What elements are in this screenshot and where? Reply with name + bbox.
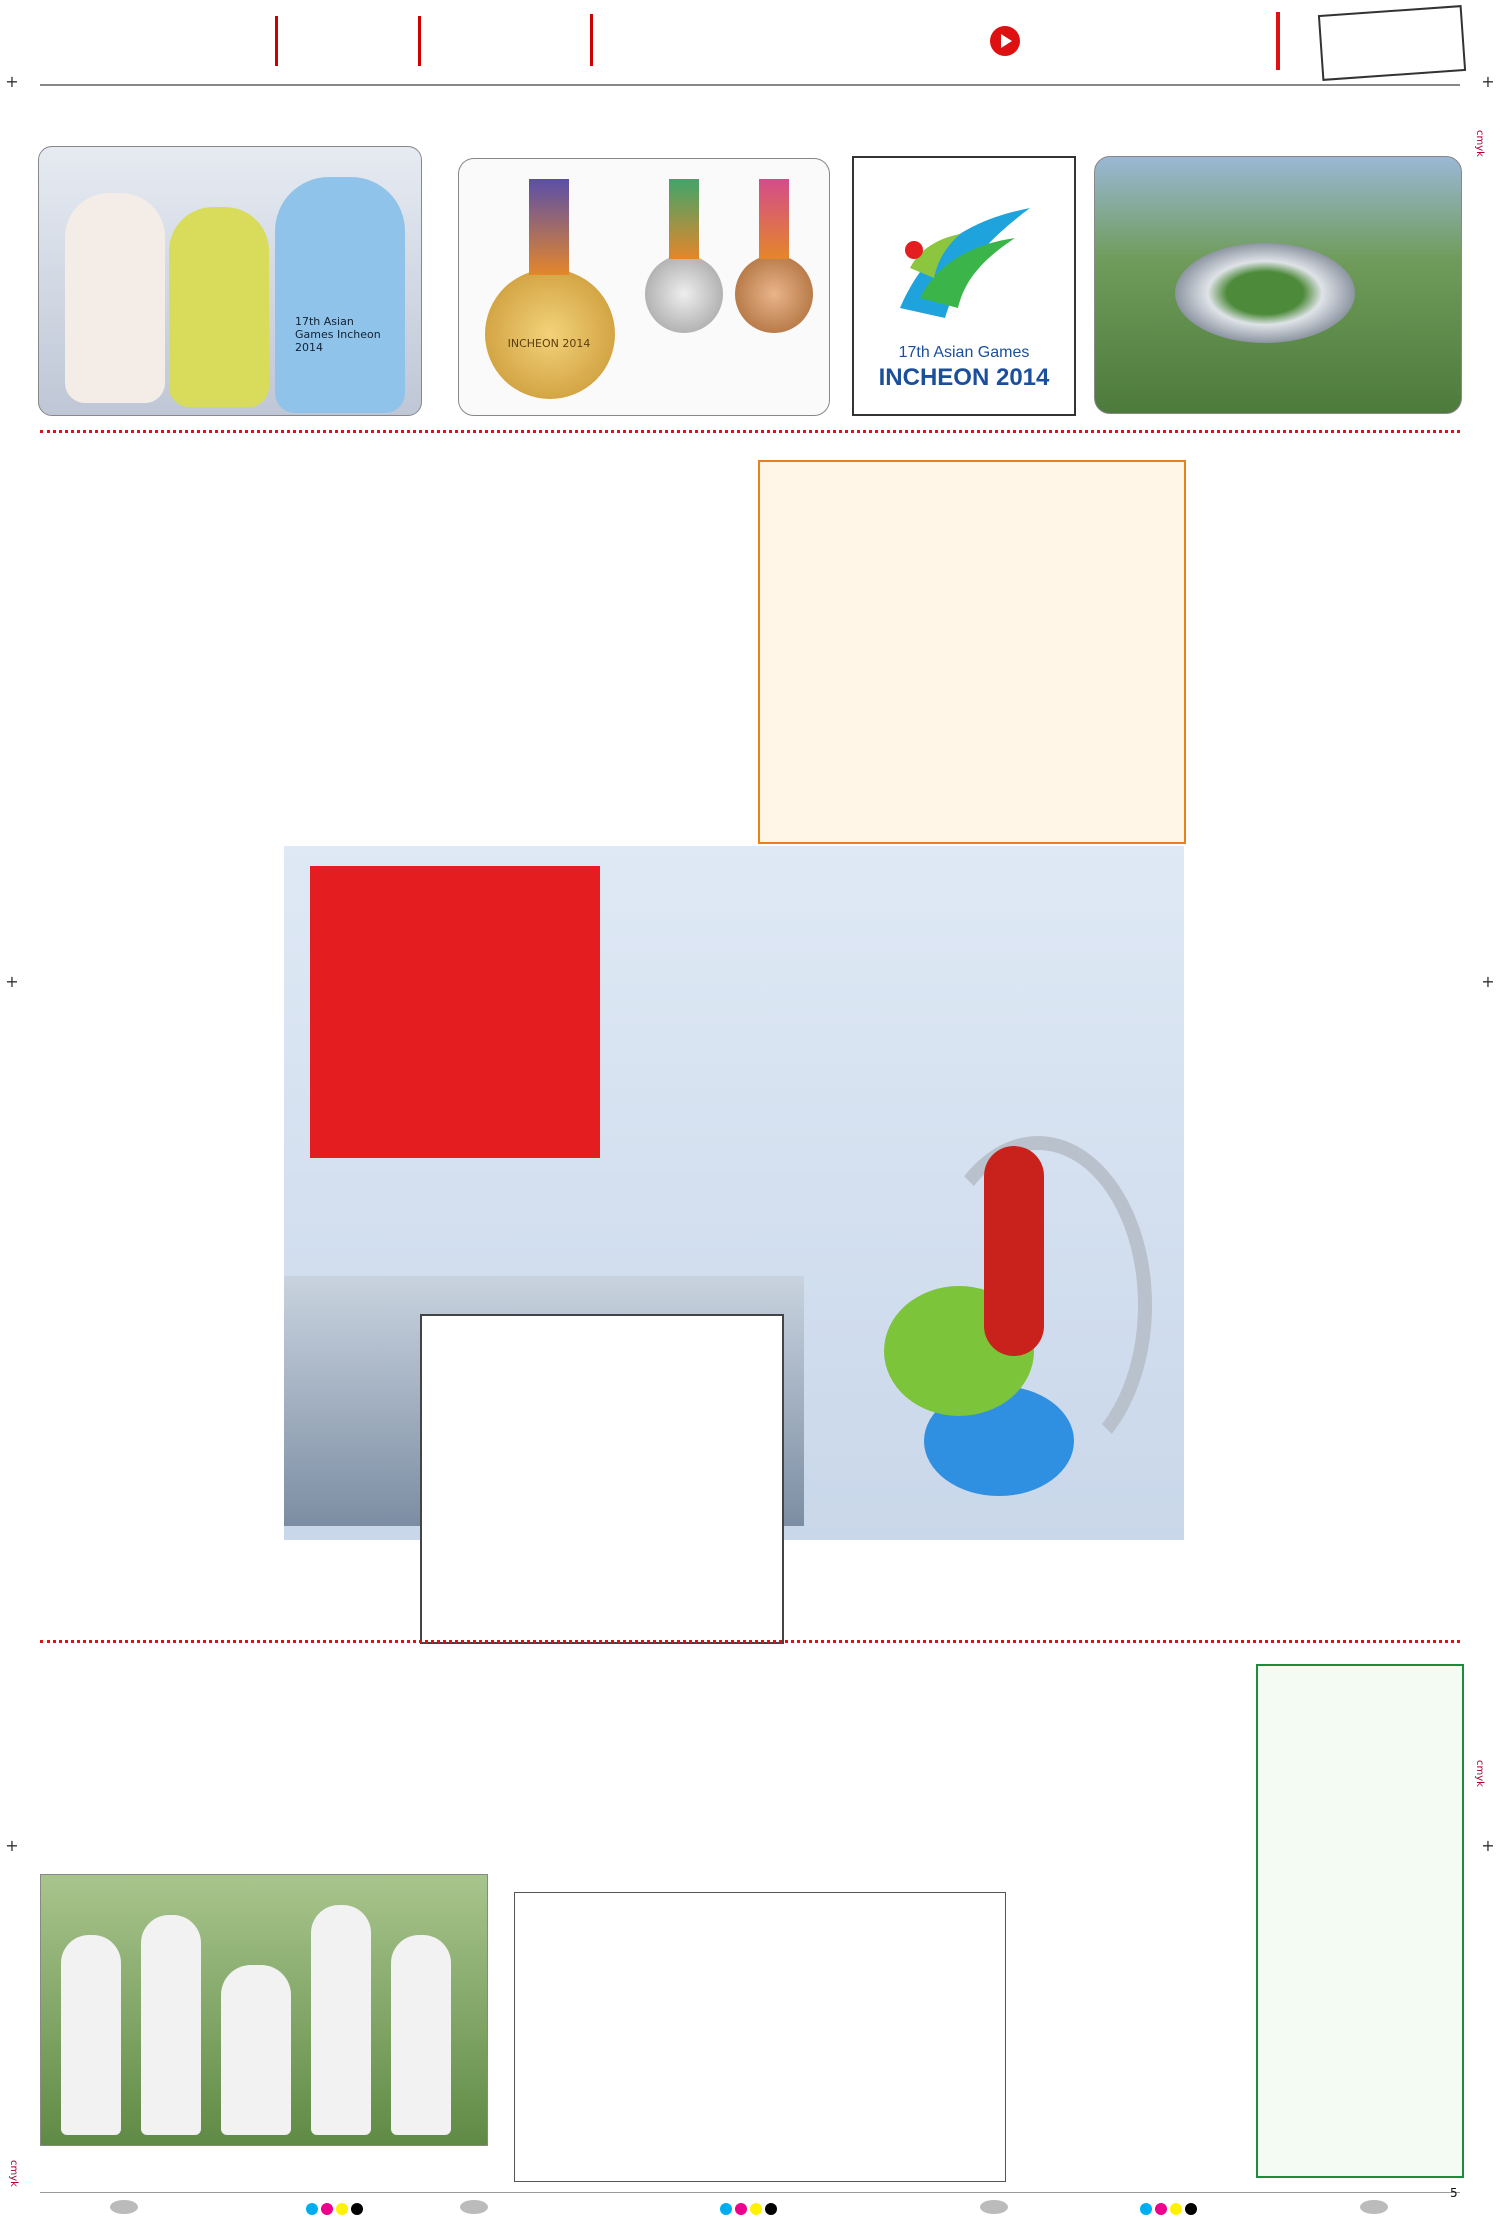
player-4 [311,1905,371,2135]
mascot-figure-center [169,207,269,407]
registration-mark-left-top: + [5,72,19,91]
page-number [1318,5,1466,81]
medal-ribbon-gold [529,179,569,275]
hockey-left [770,526,966,832]
poem-box [1256,1664,1464,2178]
player-2 [141,1915,201,2135]
mascot-photo [38,146,422,416]
asian-games-logo-icon [890,198,1040,328]
medal-bronze [735,255,813,333]
cmyk-label-top: cmyk [1474,130,1485,157]
registration-mark-right-low: + [1481,1836,1495,1855]
stats-table-box [514,1892,1006,2182]
registration-mark-right-top: + [1481,72,1495,91]
hockey-box [758,460,1186,844]
print-oval-3 [980,2200,1008,2214]
player-1 [61,1935,121,2135]
registration-mark-right-mid: + [1481,972,1495,991]
cricket-col-5 [1016,1758,1246,2182]
masthead-rule [40,84,1460,86]
hockey-right [976,526,1172,832]
color-bar-1 [306,2200,366,2219]
medal-ribbon-bronze [759,179,789,259]
lead-col-1 [40,448,278,1632]
lead-col-2 [284,448,516,848]
mascot-label: 17th Asian Games Incheon 2014 [295,315,381,354]
logo-line1: 17th Asian Games [898,344,1030,361]
section-rule-top [40,430,1460,433]
medal-silver [645,255,723,333]
registration-mark-left-mid: + [5,972,19,991]
footer-rule [40,2192,1460,2193]
stadium-photo [1094,156,1462,414]
cricket-col-4 [760,1758,1010,1888]
medal-gold-text: INCHEON 2014 [507,337,591,350]
poem-body [1258,1666,1462,2062]
right-col-bottom [1192,1088,1460,1632]
print-oval-4 [1360,2200,1388,2214]
feature-left-strip [284,1548,424,1632]
date-box [275,16,421,66]
player-3 [221,1965,291,2135]
medal-ribbon-silver [669,179,699,259]
cricket-col-2 [296,1758,504,1864]
cricket-col-1 [40,1758,288,1864]
feature-title-box [310,866,600,1158]
footer-page: 5 [1450,2186,1458,2200]
print-oval-1 [110,2200,138,2214]
section-rule-mid [40,1640,1460,1643]
medal-photo [458,158,830,416]
player-5 [391,1935,451,2135]
sculpture-red-figure [984,1146,1044,1356]
section-title [990,16,1270,66]
mascot-figure-left [65,193,165,403]
print-oval-2 [460,2200,488,2214]
cmyk-label-bottom: cmyk [1474,1760,1485,1787]
mascot-figure-right [275,177,405,413]
medal-gold [485,269,615,399]
color-bar-2 [720,2200,780,2219]
divider [1276,12,1280,70]
fact-box [420,1314,784,1644]
lead-col-3 [520,448,752,848]
color-bar-3 [1140,2200,1200,2219]
right-col-top [1192,448,1460,1084]
cricket-photo [40,1874,488,2146]
logo-photo [852,156,1076,416]
cricket-headline [40,1660,1240,1750]
feature-bottom-note [786,1560,1182,1632]
masthead [40,8,1460,76]
stats-note [515,1893,1005,1897]
stadium-building [1175,243,1355,343]
fact-rows [422,1316,782,1328]
year [430,14,593,66]
logo-line2: INCHEON 2014 [878,364,1050,391]
feature-intro [614,858,1174,1158]
cmyk-label-left: cmyk [8,2160,19,2187]
registration-mark-left-low: + [5,1836,19,1855]
cricket-col-3 [512,1758,752,1888]
